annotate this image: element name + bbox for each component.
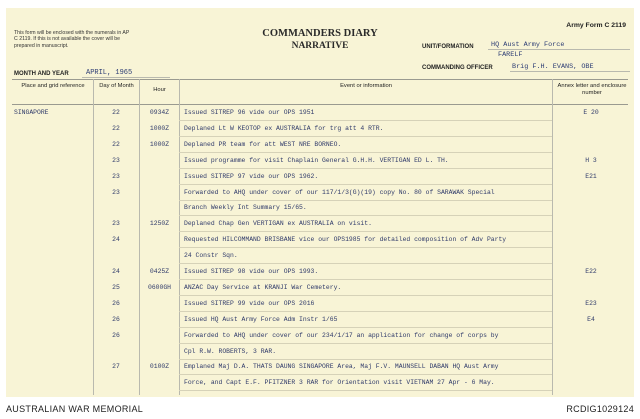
row-rule	[179, 136, 552, 137]
diary-subtitle: NARRATIVE	[291, 41, 349, 51]
row-event: Deplaned Lt W KEOTOP ex AUSTRALIA for trg att 4 RTR.	[184, 124, 384, 132]
row-day: 22	[112, 140, 120, 148]
row-rule	[179, 279, 552, 280]
row-rule	[179, 390, 552, 391]
col-hour: Hour	[153, 87, 166, 93]
row-hour: 0425Z	[149, 268, 170, 275]
row-day: 26	[112, 299, 120, 307]
row-rule	[179, 200, 552, 201]
row-day: 26	[112, 331, 120, 339]
row-annex: H 3	[585, 156, 597, 164]
footer-right: RCDIG1029124	[566, 404, 634, 414]
row-place: SINGAPORE	[14, 109, 49, 116]
row-annex: E23	[585, 299, 597, 307]
row-rule	[179, 327, 552, 328]
row-rule	[179, 359, 552, 360]
row-event: Issued SITREP 96 vide our OPS 1951	[184, 109, 315, 116]
row-hour: 0100Z	[149, 363, 170, 371]
row-event: Force, and Capt E.F. PFITZNER 3 RAR for Orientation visit VIETNAM 27 Apr - 6 May.	[184, 379, 495, 387]
row-annex: E22	[585, 268, 597, 275]
form-number: Army Form C 2119	[566, 22, 626, 29]
row-event: Forwarded to AHQ under cover of our 234/1/17 an application for change of corps by	[184, 331, 499, 339]
diary-title: COMMANDERS DIARY	[262, 28, 378, 39]
footer-left: AUSTRALIAN WAR MEMORIAL	[6, 404, 144, 414]
form-note: This form will be enclosed with the numerals in AP C 2119. If this is not available the cover will be prepared in manuscript.	[14, 30, 130, 49]
row-event: Deplaned PR team for att WEST NRE BORNEO.	[184, 140, 342, 148]
row-hour: 1000Z	[149, 140, 170, 148]
row-day: 23	[112, 172, 120, 180]
row-rule	[179, 152, 552, 153]
row-day: 27	[112, 363, 120, 371]
row-rule	[179, 120, 552, 121]
row-rule	[179, 184, 552, 185]
row-day: 25	[112, 283, 120, 291]
row-day: 23	[112, 188, 120, 196]
row-rule	[179, 343, 552, 344]
row-event: Branch Weekly Int Summary 15/65.	[184, 204, 307, 212]
row-event: Issued SITREP 98 vide our OPS 1993.	[184, 268, 319, 275]
row-rule	[179, 247, 552, 248]
commanding-officer-value: Brig F.H. EVANS, OBE	[512, 63, 594, 71]
row-day: 24	[112, 236, 120, 244]
month-year-label: MONTH AND YEAR	[14, 71, 69, 77]
row-hour: 0600GH	[147, 283, 171, 291]
row-event: Issued SITREP 97 vide our OPS 1962.	[184, 172, 319, 180]
row-rule	[179, 374, 552, 375]
row-rule	[179, 231, 552, 232]
col-place: Place and grid reference	[21, 83, 85, 89]
row-event: 24 Constr Sqn.	[184, 252, 238, 260]
commanding-officer-label: COMMANDING OFFICER	[422, 65, 493, 71]
unit-value: HQ Aust Army Force	[491, 41, 565, 49]
row-hour: 1000Z	[149, 124, 170, 132]
row-event: Deplaned Chap Gen VERTIGAN ex AUSTRALIA on visit.	[184, 220, 372, 228]
row-hour: 0934Z	[149, 109, 170, 116]
row-rule	[179, 295, 552, 296]
row-rule	[179, 215, 552, 216]
row-event: Emplaned Maj D.A. THATS DAUNG SINGAPORE Area, Maj F.V. MAUNSELL DABAN HQ Aust Army	[184, 363, 499, 371]
row-day: 24	[112, 268, 120, 275]
col-annex: Annex letter and enclosure number	[557, 83, 627, 96]
row-event: ANZAC Day Service at KRANJI War Cemetery.	[184, 283, 342, 291]
row-event: Cpl R.W. ROBERTS, 3 RAR.	[184, 347, 277, 355]
row-rule	[179, 311, 552, 312]
diary-sheet	[6, 8, 634, 397]
row-event: Issued HQ Aust Army Force Adm Instr 1/65	[184, 315, 338, 323]
row-hour: 1250Z	[149, 220, 170, 228]
month-year-value: APRIL, 1965	[86, 69, 133, 77]
row-annex: E 20	[583, 109, 599, 116]
row-day: 22	[112, 109, 120, 116]
col-event: Event or information	[340, 83, 392, 89]
row-event: Forwarded to AHQ under cover of our 117/1/3(G)(19) copy No. 80 of SARAWAK Special	[184, 188, 495, 196]
row-annex: E21	[585, 172, 597, 180]
row-day: 26	[112, 315, 120, 323]
row-event: Issued programme for visit Chaplain General G.H.H. VERTIGAN ED L. TH.	[184, 156, 449, 164]
row-day: 22	[112, 124, 120, 132]
row-rule	[179, 168, 552, 169]
row-day: 23	[112, 156, 120, 164]
unit-label: UNIT/FORMATION	[422, 44, 474, 50]
row-rule	[179, 263, 552, 264]
unit-value-2: FARELF	[498, 51, 523, 59]
col-day: Day of Month	[99, 83, 134, 89]
row-annex: E4	[587, 315, 595, 323]
row-event: Issued SITREP 99 vide our OPS 2016	[184, 299, 315, 307]
row-day: 23	[112, 220, 120, 228]
row-event: Requested HILCOMMAND BRISBANE vice our OPS1985 for detailed composition of Adv Party	[184, 236, 507, 244]
